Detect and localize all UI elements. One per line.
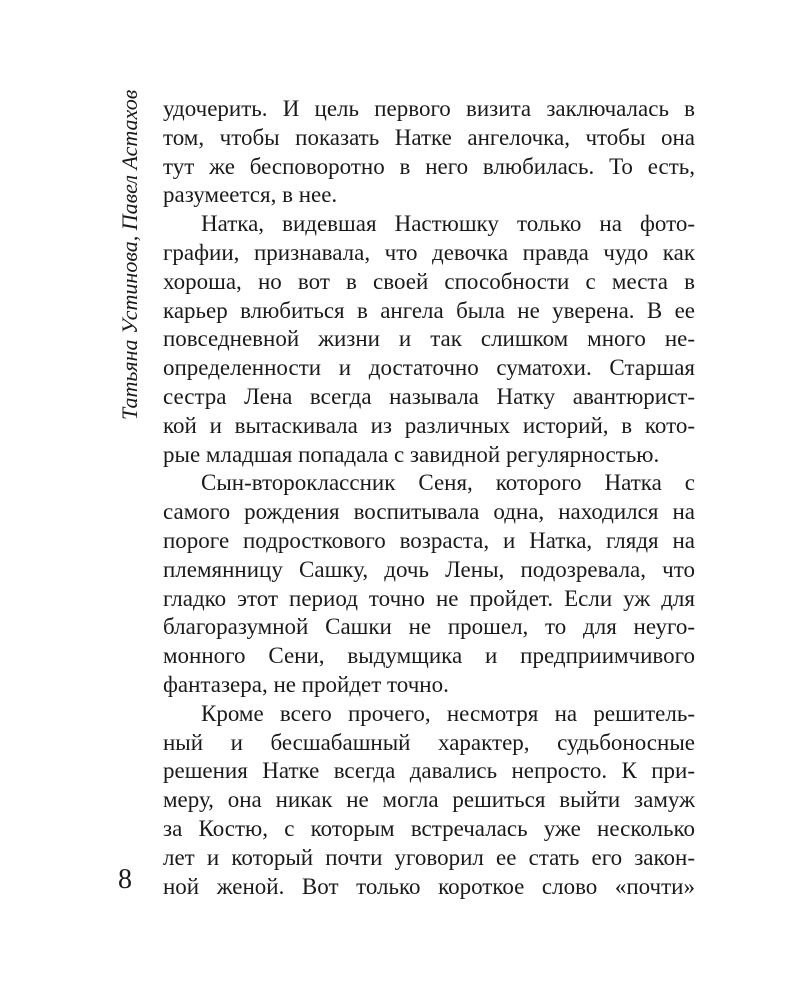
text-line: разумеется, в нее. (163, 182, 338, 208)
page-number: 8 (118, 864, 132, 895)
text-line: сестра Лена всегда называла Натку авантюрист- (163, 383, 695, 409)
text-line: ный и бесшабашный характер, судьбоносные (163, 729, 695, 755)
text-line: графии, признавала, что девочка правда чудо как (163, 239, 695, 265)
text-line: пороге подросткового возраста, и Натка, глядя на (163, 527, 695, 553)
paragraph (163, 95, 695, 210)
paragraph (163, 469, 695, 699)
text-line: повседневной жизни и так слишком много не- (163, 326, 695, 352)
text-line: гладко этот период точно не пройдет. Если уж для (163, 585, 695, 611)
text-line: тут же бесповоротно в него влюбилась. То есть, (163, 153, 695, 179)
text-line: меру, она никак не могла решиться выйти замуж (163, 787, 695, 813)
text-line: удочерить. И цель первого визита заключалась в (163, 96, 695, 121)
text-line: кой и вытаскивала из различных историй, в кото- (163, 412, 695, 438)
text-line: определенности и достаточно суматохи. Старшая (163, 355, 695, 381)
text-line: племянницу Сашку, дочь Лены, подозревала, что (163, 556, 695, 582)
text-line: за Костю, с которым встречалась уже несколько (163, 815, 695, 841)
text-line: фантазера, не пройдет точно. (163, 671, 449, 697)
text-line: хороша, но вот в своей способности с места в (163, 268, 695, 294)
text-line: самого рождения воспитывала одна, находился на (163, 499, 695, 525)
text-line: том, чтобы показать Натке ангелочка, чтобы она (163, 124, 695, 150)
text-line: рые младшая попадала с завидной регулярностью. (163, 441, 660, 467)
text-line: ной женой. Вот только короткое слово «почти» (163, 873, 695, 899)
text-line: благоразумной Сашки не прошел, то для неуго- (163, 614, 695, 640)
text-line: Кроме всего прочего, несмотря на решитель- (201, 700, 695, 726)
text-line: монного Сени, выдумщика и предприимчивого (163, 643, 695, 669)
text-line: карьер влюбиться в ангела была не уверена. В ее (163, 297, 695, 323)
paragraph (163, 700, 695, 902)
running-head-authors: Татьяна Устинова, Павел Астахов (117, 89, 142, 420)
text-line: Сын-второклассник Сеня, которого Натка с (201, 470, 695, 496)
paragraph (163, 210, 695, 469)
text-line: решения Натке всегда давались непросто. К при- (163, 758, 695, 784)
text-line: Натка, видевшая Настюшку только на фото- (201, 211, 695, 237)
text-line: лет и который почти уговорил ее стать его закон- (163, 844, 695, 870)
body-text (163, 95, 695, 901)
